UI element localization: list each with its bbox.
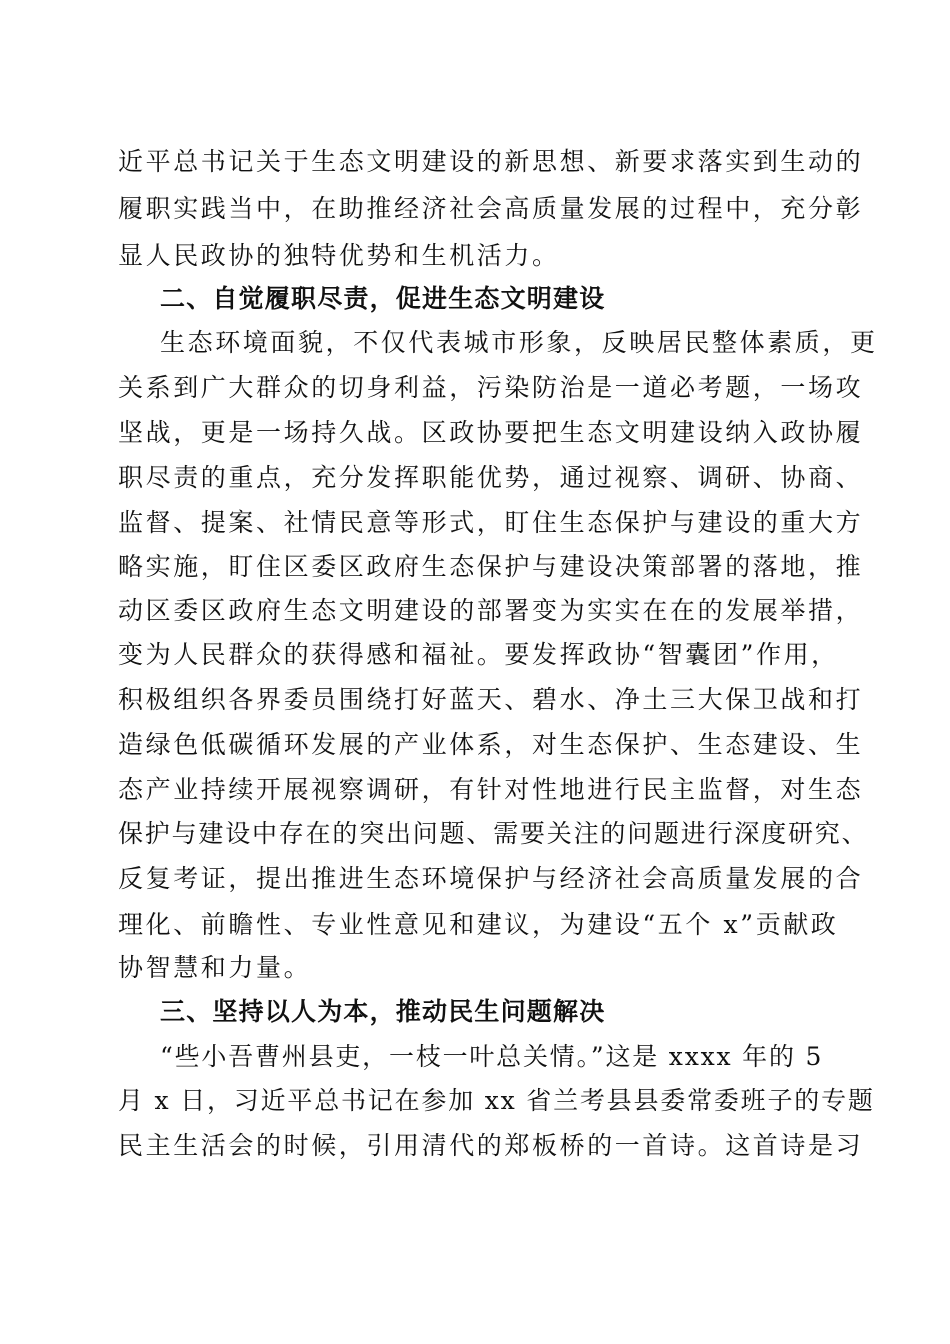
body-text-line: 积极组织各界委员围绕打好蓝天、碧水、净土三大保卫战和打 [118, 685, 864, 714]
body-text-line: 履职实践当中，在助推经济社会高质量发展的过程中，充分彰 [118, 194, 864, 223]
section-heading-2: 二、自觉履职尽责，促进生态文明建设 [160, 284, 606, 313]
body-text-line: 坚战，更是一场持久战。区政协要把生态文明建设纳入政协履 [118, 418, 864, 447]
body-text-line: 变为人民群众的获得感和福祉。要发挥政协“智囊团”作用， [118, 640, 839, 669]
body-text-line: 造绿色低碳循环发展的产业体系，对生态保护、生态建设、生 [118, 730, 864, 759]
body-text-line: 反复考证，提出推进生态环境保护与经济社会高质量发展的合 [118, 864, 864, 893]
body-text-line: 关系到广大群众的切身利益，污染防治是一道必考题，一场攻 [118, 373, 864, 402]
body-text-line: 保护与建设中存在的突出问题、需要关注的问题进行深度研究、 [118, 819, 869, 848]
body-text-line: 协智慧和力量。 [118, 953, 312, 982]
paragraph-first-line: 生态环境面貌，不仅代表城市形象，反映居民整体素质，更 [160, 328, 878, 357]
body-text-line: 月 x 日，习近平总书记在参加 xx 省兰考县县委常委班子的专题 [118, 1086, 875, 1115]
body-text-line: 监督、提案、社情民意等形式，盯住生态保护与建设的重大方 [118, 508, 864, 537]
body-text-line: 态产业持续开展视察调研，有针对性地进行民主监督，对生态 [118, 775, 864, 804]
body-text-line: 职尽责的重点，充分发挥职能优势，通过视察、调研、协商、 [118, 463, 864, 492]
paragraph-first-line: “些小吾曹州县吏，一枝一叶总关情。”这是 xxxx 年的 5 [160, 1042, 824, 1071]
body-text-line: 略实施，盯住区委区政府生态保护与建设决策部署的落地，推 [118, 552, 864, 581]
body-text-line: 近平总书记关于生态文明建设的新思想、新要求落实到生动的 [118, 147, 864, 176]
body-text-line: 民主生活会的时候，引用清代的郑板桥的一首诗。这首诗是习 [118, 1131, 864, 1160]
section-heading-3: 三、坚持以人为本，推动民生问题解决 [160, 997, 606, 1026]
body-text-line: 动区委区政府生态文明建设的部署变为实实在在的发展举措， [118, 596, 864, 625]
body-text-line: 显人民政协的独特优势和生机活力。 [118, 241, 560, 270]
body-text-line: 理化、前瞻性、专业性意见和建议，为建设“五个 x”贡献政 [118, 910, 839, 939]
